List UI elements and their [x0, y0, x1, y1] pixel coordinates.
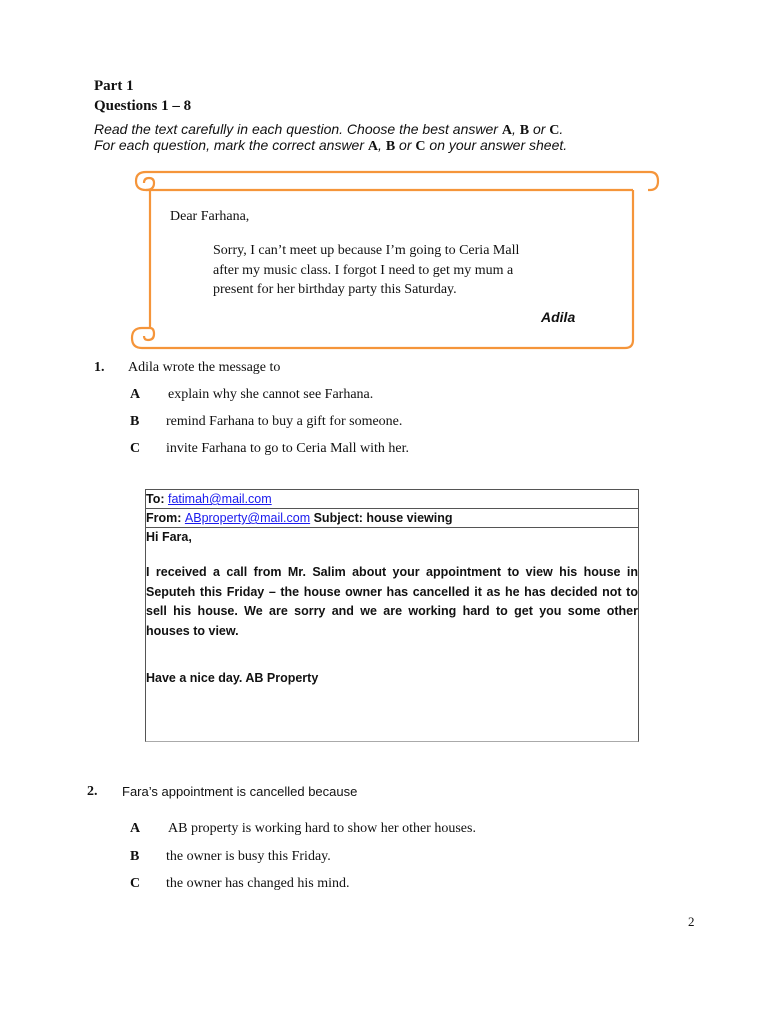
question-2-text: Fara’s appointment is cancelled because — [122, 784, 358, 799]
page-number: 2 — [688, 914, 695, 929]
instruction-line-2: For each question, mark the correct answer A, B or C on your answer sheet. — [94, 137, 568, 154]
q1-option-b-letter: B — [130, 414, 140, 429]
letter-line: Sorry, I can’t meet up because I’m going to Ceria Mall — [213, 243, 520, 258]
q2-option-b-text: the owner is busy this Friday. — [166, 849, 331, 864]
email-to-label: To: — [146, 492, 168, 506]
letter-signature: Adila — [541, 309, 576, 325]
instruction-line-1: Read the text carefully in each question. Choose the best answer A, B or C. — [94, 121, 564, 138]
email-subject: Subject: house viewing — [310, 511, 453, 525]
email-greeting: Hi Fara, — [146, 530, 192, 544]
q1-option-a-text: explain why she cannot see Farhana. — [168, 387, 374, 402]
q2-option-a-letter: A — [130, 821, 141, 836]
q1-option-b-text: remind Farhana to buy a gift for someone. — [166, 414, 403, 429]
email-body: I received a call from Mr. Salim about your appointment to view his house in Seputeh this Friday – the house owner has cancelled it as he has decided not to sell his house. We are sorry and we are working hard to get you some other houses to view. — [146, 565, 638, 638]
email-from-label: From: — [146, 511, 185, 525]
letter-body — [213, 241, 573, 300]
q2-option-c-letter: C — [130, 876, 141, 891]
questions-range: Questions 1 – 8 — [94, 98, 192, 114]
email-from-link[interactable]: ABproperty@mail.com — [184, 511, 311, 525]
email-closing: Have a nice day. AB Property — [146, 671, 319, 685]
question-1-text: Adila wrote the message to — [128, 360, 281, 375]
email-to-link[interactable]: fatimah@mail.com — [167, 492, 272, 506]
letter-line: after my music class. I forgot I need to get my mum a — [213, 262, 514, 278]
part-title: Part 1 — [94, 78, 134, 94]
q2-option-a-text: AB property is working hard to show her other houses. — [168, 821, 476, 836]
email-greeting-row — [146, 527, 638, 547]
question-2-number: 2. — [87, 784, 98, 799]
q1-option-c-text: invite Farhana to go to Ceria Mall with her. — [166, 441, 410, 456]
q1-option-a-letter: A — [130, 387, 141, 402]
email-from-row — [146, 508, 638, 528]
email-to-row — [146, 489, 638, 509]
q2-option-c-text: the owner has changed his mind. — [166, 876, 350, 891]
q1-option-c-letter: C — [130, 441, 141, 456]
letter-line: present for her birthday party this Saturday. — [213, 282, 457, 297]
email-box — [145, 489, 639, 742]
letter-greeting: Dear Farhana, — [170, 209, 250, 224]
question-1-number: 1. — [94, 360, 105, 375]
q2-option-b-letter: B — [130, 849, 140, 864]
